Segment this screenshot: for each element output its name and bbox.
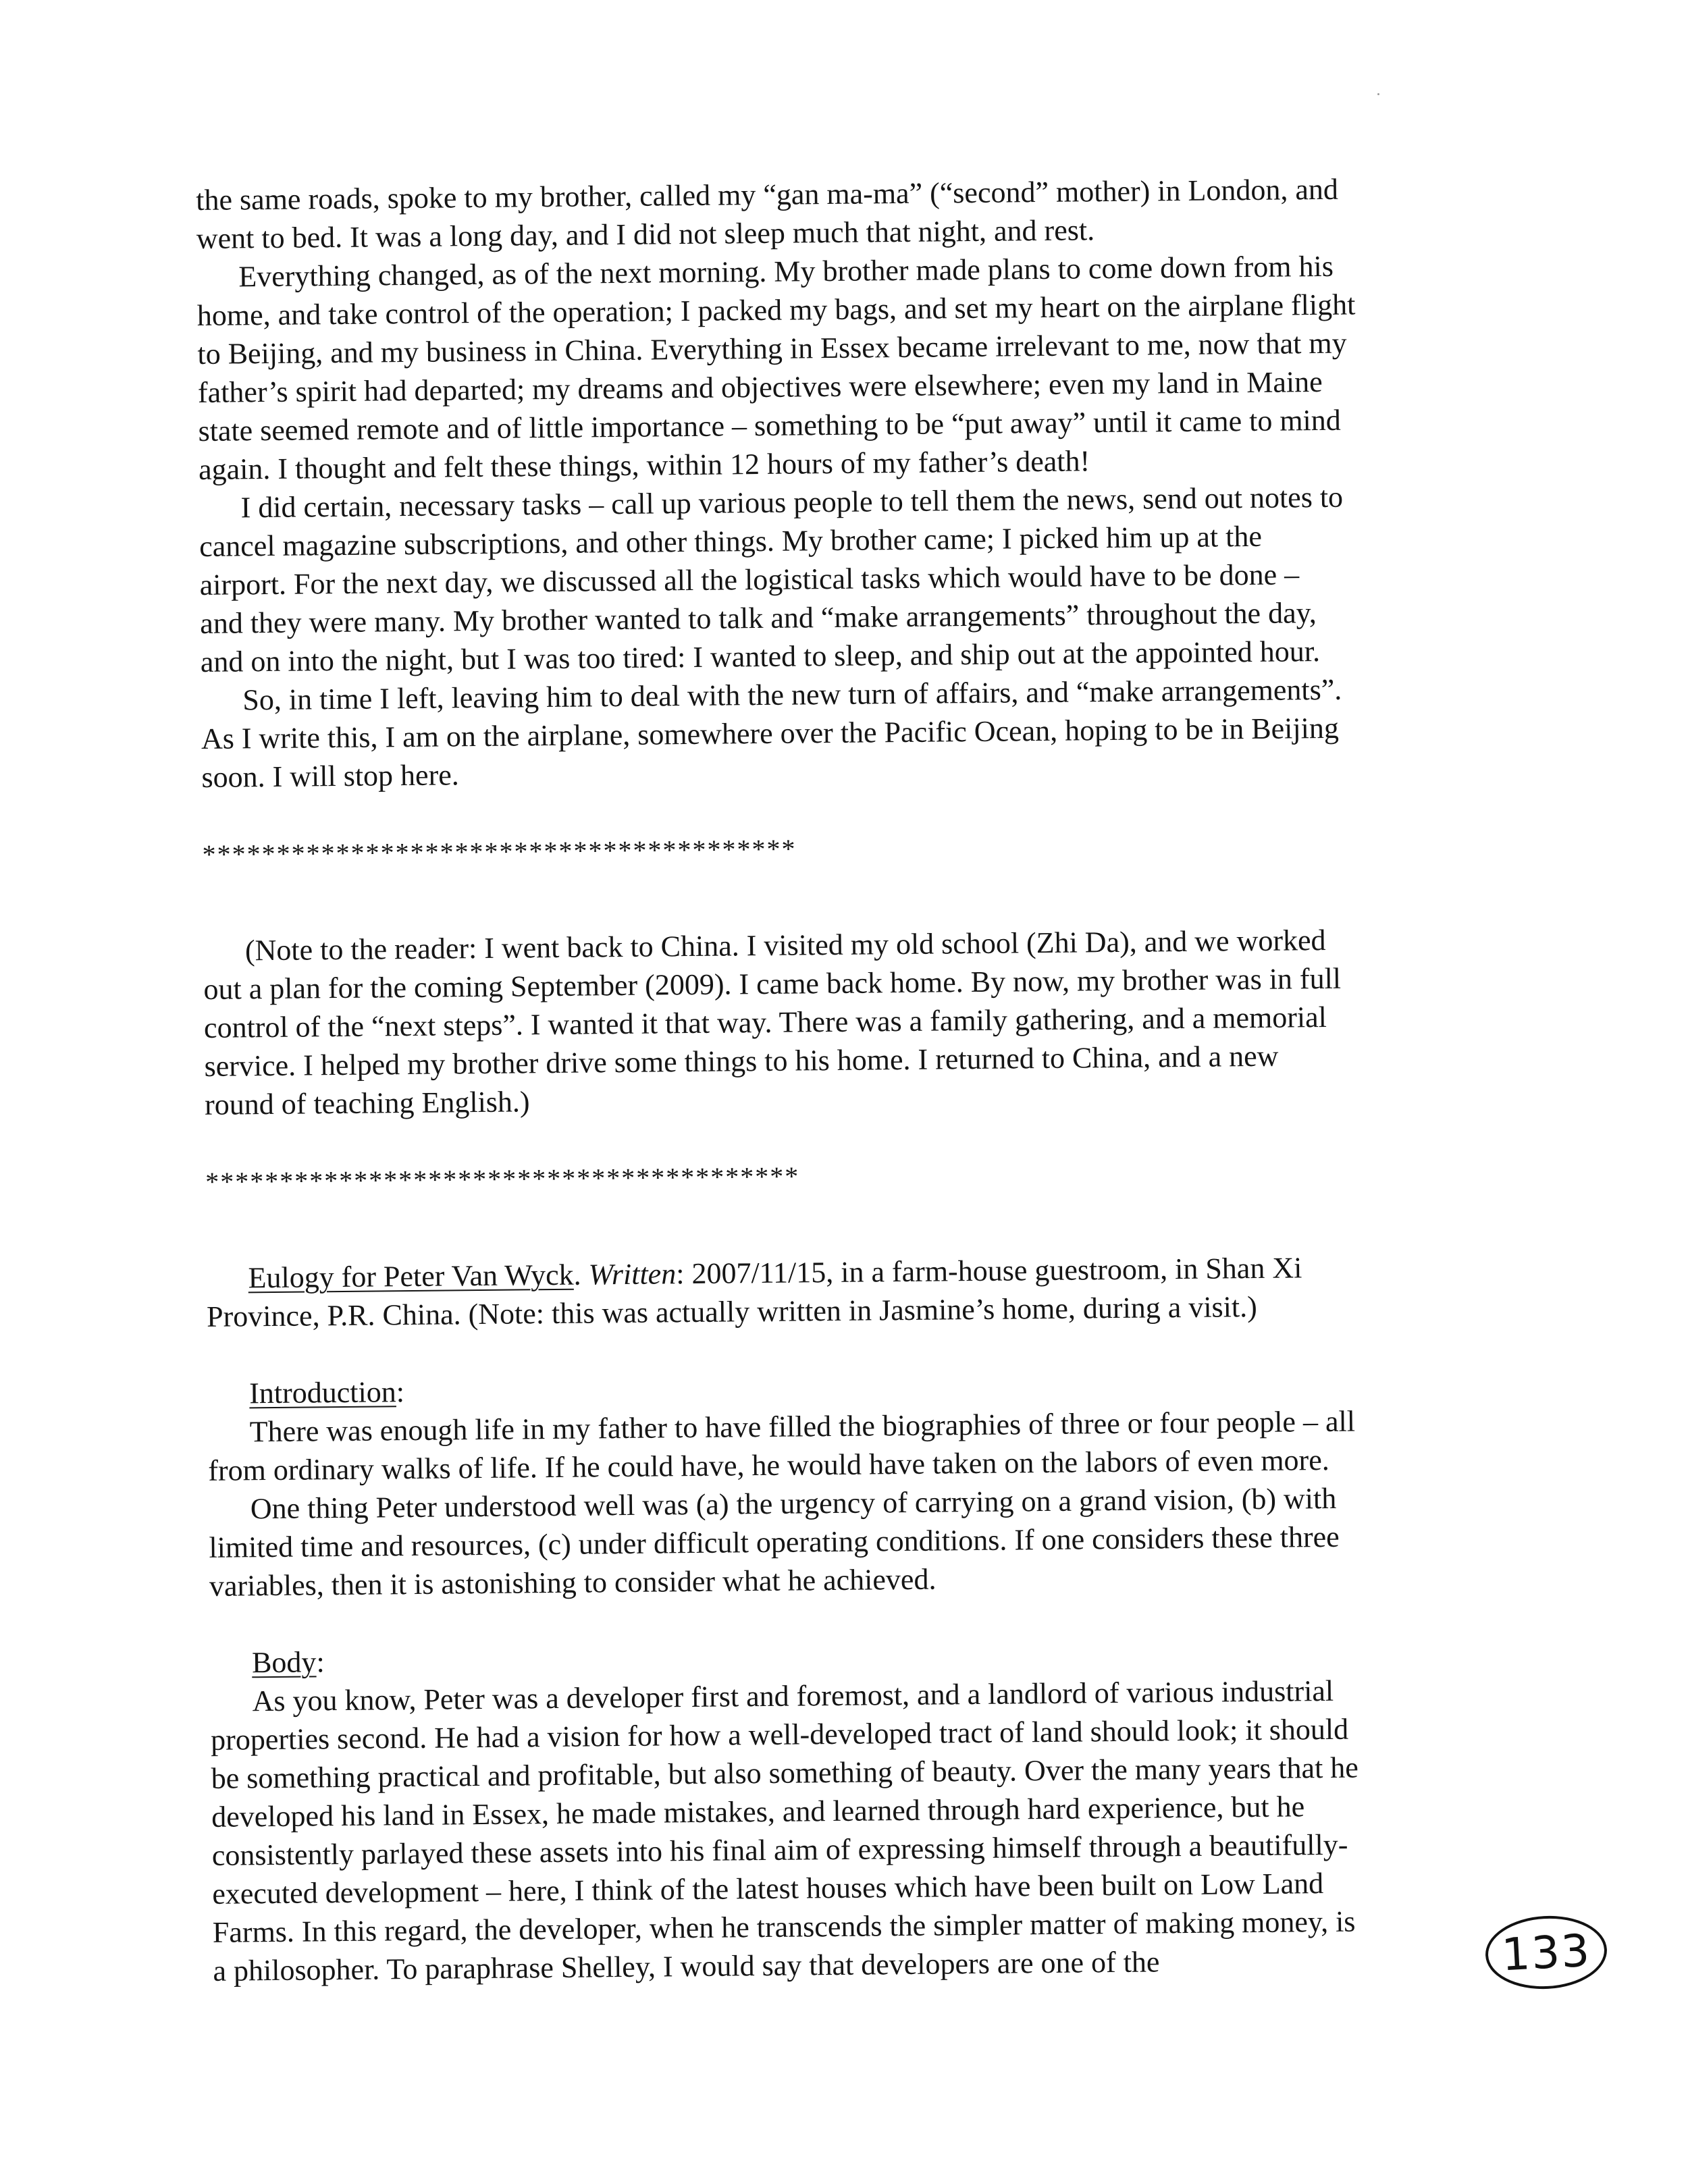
text-line: went to bed. It was a long day, and I did not sleep much that night, and rest.: [196, 213, 1095, 255]
text-line: from ordinary walks of life. If he could have, he would have taken on the labors of even more.: [208, 1443, 1329, 1487]
text-line: state seemed remote and of little importance – something to be “put away” until it came to mind: [198, 403, 1341, 448]
text-line: airport. For the next day, we discussed all the logistical tasks which would have to be done –: [199, 558, 1300, 602]
eulogy-title: Eulogy for Peter Van Wyck: [248, 1258, 574, 1295]
asterisk-separator: ****************************************: [205, 1161, 800, 1197]
text-line: home, and take control of the operation; I packed my bags, and set my heart on the airplane flight: [196, 288, 1356, 332]
text-line: service. I helped my brother drive some things to his home. I returned to China, and a new: [204, 1039, 1279, 1083]
introduction-section: [207, 1362, 1506, 1605]
text-line: father’s spirit had departed; my dreams and objectives were elsewhere; even my land in Maine: [197, 365, 1323, 409]
text-line: control of the “next steps”. I wanted it that way. There was a family gathering, and a memorial: [203, 1000, 1327, 1044]
text-line: executed development – here, I think of the latest houses which have been built on Low Land: [212, 1867, 1324, 1911]
text-line: As I write this, I am on the airplane, somewhere over the Pacific Ocean, hoping to be in Beijing: [201, 711, 1340, 755]
introduction-heading: Introduction: [249, 1375, 396, 1410]
document-page: [196, 169, 1510, 1990]
body-section: [210, 1631, 1510, 1990]
title-period: .: [573, 1258, 589, 1291]
text-line: limited time and resources, (c) under difficult operating conditions. If one considers these three: [209, 1520, 1340, 1564]
text-line: properties second. He had a vision for how a well-developed tract of land should look; it should: [210, 1712, 1349, 1757]
text-line: variables, then it is astonishing to consider what he achieved.: [209, 1562, 937, 1603]
eulogy-heading: [206, 1246, 1503, 1335]
body-heading: Body: [251, 1645, 317, 1680]
written-label: Written: [588, 1257, 677, 1291]
text-line: Farms. In this regard, the developer, when he transcends the simpler matter of making money, is: [212, 1905, 1356, 1949]
text-line: to Beijing, and my business in China. Everything in Essex became irrelevant to me, now that my: [197, 326, 1347, 371]
narrative-section: [196, 169, 1498, 797]
handwritten-page-number: 133: [1483, 1913, 1608, 1992]
text-line: soon. I will stop here.: [201, 758, 459, 794]
text-line: As you know, Peter was a developer first and foremost, and a landlord of various industrial: [252, 1674, 1334, 1718]
text-line: a philosopher. To paraphrase Shelley, I would say that developers are one of the: [213, 1945, 1160, 1988]
text-line: One thing Peter understood well was (a) the urgency of carrying on a grand vision, (b) with: [250, 1481, 1337, 1526]
text-line: So, in time I left, leaving him to deal with the new turn of affairs, and “make arrangements”.: [242, 672, 1342, 717]
heading-colon: :: [396, 1375, 405, 1409]
text-line: developed his land in Essex, he made mistakes, and learned through hard experience, but he: [211, 1790, 1305, 1834]
text-line: There was enough life in my father to have filled the biographies of three or four people – all: [249, 1404, 1356, 1449]
text-line: and on into the night, but I was too tired: I wanted to sleep, and ship out at the appointed hour.: [200, 635, 1321, 678]
text-line: be something practical and profitable, but also something of beauty. Over the many years that he: [211, 1751, 1359, 1795]
text-line: consistently parlayed these assets into his final aim of expressing himself through a beautifully-: [211, 1828, 1348, 1872]
text-line: I did certain, necessary tasks – call up various people to tell them the news, send out notes to: [240, 480, 1344, 525]
heading-colon: :: [316, 1645, 325, 1679]
text-line: Everything changed, as of the next morning. My brother made plans to come down from his: [238, 249, 1334, 294]
written-details: : 2007/11/15, in a farm-house guestroom, in Shan Xi: [675, 1251, 1302, 1291]
scan-speck: [1377, 93, 1379, 95]
text-line: the same roads, spoke to my brother, called my “gan ma-ma” (“second” mother) in London, and: [196, 172, 1339, 217]
asterisk-separator: ****************************************: [202, 833, 797, 870]
text-line: out a plan for the coming September (2009). I came back home. By now, my brother was in full: [203, 961, 1342, 1006]
text-line: and they were many. My brother wanted to talk and “make arrangements” throughout the day,: [200, 596, 1317, 640]
text-line: cancel magazine subscriptions, and other things. My brother came; I picked him up at the: [199, 519, 1263, 563]
text-line: Province, P.R. China. (Note: this was actually written in Jasmine’s home, during a visit.): [206, 1289, 1258, 1333]
text-line: again. I thought and felt these things, within 12 hours of my father’s death!: [198, 444, 1090, 486]
text-line: round of teaching English.): [204, 1085, 530, 1121]
reader-note: [203, 920, 1502, 1124]
text-line: (Note to the reader: I went back to China. I visited my old school (Zhi Da), and we worked: [244, 923, 1326, 967]
